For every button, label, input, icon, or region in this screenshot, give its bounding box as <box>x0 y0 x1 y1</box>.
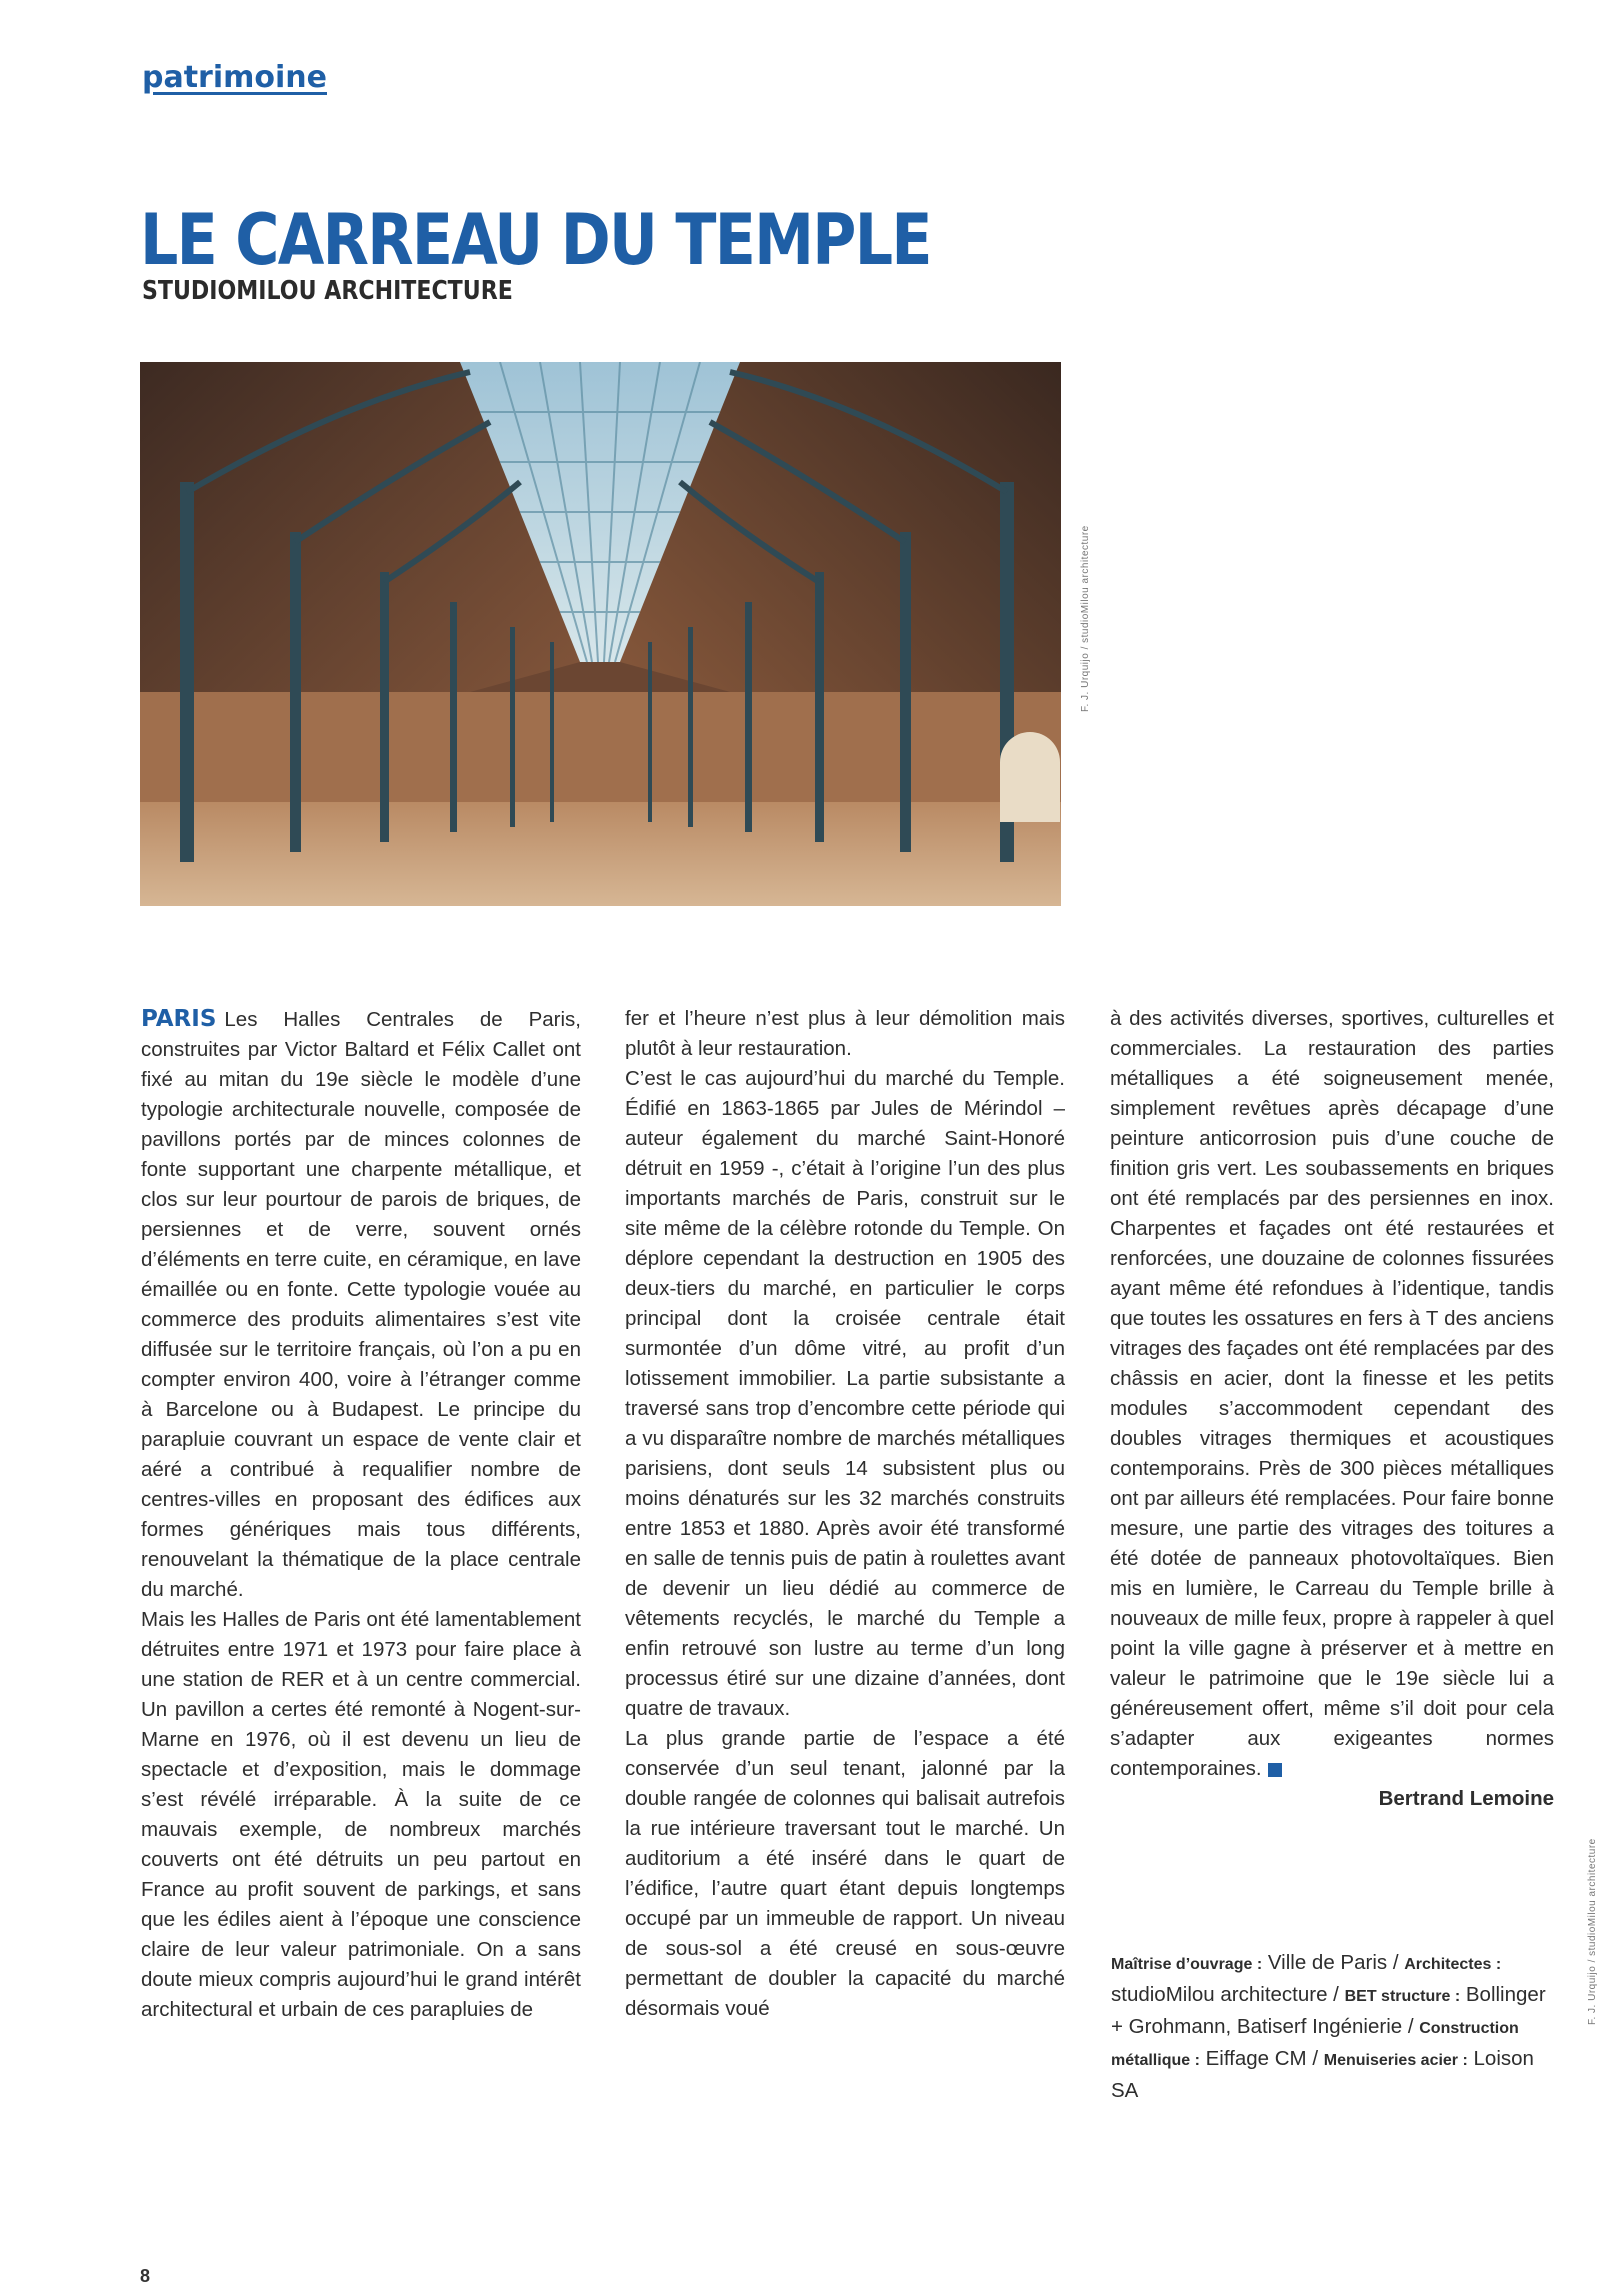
article-column-1 <box>141 1004 581 2025</box>
photo-credit: F. J. Urquijo / studioMilou architecture <box>1080 525 1091 712</box>
credit-value: Bollinger + Grohmann, Batiserf Ingénierie / <box>1111 1983 1546 2038</box>
hero-photo <box>140 362 1061 906</box>
end-mark-icon <box>1268 1763 1282 1777</box>
article-lead: PARIS <box>141 1006 217 1032</box>
credit-label: BET structure : <box>1344 1988 1461 2005</box>
paragraph: à des activités diverses, sportives, culturelles et commerciales. La restauration des parties métalliques a été soigneusement menée, simplement revêtues après décapage d’une peinture anticorrosion puis d’une couche de finition gris vert. Les soubassements en briques ont été remplacés par des persiennes en inox. Charpentes et façades ont été restaurées et renforcées, une douzaine de colonnes fissurées ayant même été refondues à l’identique, tandis que toutes les ossatures en fers à T des anciens vitrages des façades ont été remplacées par des châssis en acier, dont la finesse et les petits modules s’accommodent cependant des doubles vitrages thermiques et acoustiques contemporains. Près de 300 pièces métalliques ont par ailleurs été remplacées. Pour faire bonne mesure, une partie des vitrages des toitures a été dotée de panneaux photovoltaïques. Bien mis en lumière, le Carreau du Temple brille à nouveaux de mille feux, propre à rappeler à quel point la ville gagne à préserver et à mettre en valeur le patrimoine que le 19e siècle lui a généreusement offert, même s’il doit pour cela s’adapter aux exigeantes normes contemporaines. <box>1110 1007 1554 1780</box>
credit-label: Maîtrise d’ouvrage : <box>1111 1956 1263 1973</box>
project-credits <box>1111 1948 1555 2106</box>
article-subtitle: STUDIOMILOU ARCHITECTURE <box>142 276 513 306</box>
paragraph: La plus grande partie de l’espace a été conservée d’un seul tenant, jalonné par la double rangée de colonnes qui balisait autrefois la rue intérieure traversant tout le marché. Un auditorium a été inséré dans le quart de l’édifice, l’autre quart étant depuis longtemps occupé par un immeuble de rapport. Un niveau de sous-sol a été creusé en sous-œuvre permettant de doubler la capacité du marché désormais voué <box>625 1727 1065 2020</box>
article-column-3 <box>1110 1004 1554 1814</box>
article-title: LE CARREAU DU TEMPLE <box>140 199 931 281</box>
credit-value: Eiffage CM / <box>1205 2047 1319 2070</box>
paragraph: Les Halles Centrales de Paris, construites par Victor Baltard et Félix Callet ont fixé au mitan du 19e siècle le modèle d’une typologie architecturale nouvelle, composée de pavillons portés par de minces colonnes de fonte supportant une charpente métallique, et clos sur leur pourtour de parois de briques, de persiennes et de verre, souvent ornés d’éléments en terre cuite, en céramique, en lave émaillée ou en fonte. Cette typologie vouée au commerce des produits alimentaires s’est vite diffusée sur le territoire français, où l’on a pu en compter environ 400, voire à l’étranger comme à Barcelone ou à Budapest. Le principe du parapluie couvrant un espace de vente clair et aéré a contribué à requalifier nombre de centres-villes en proposant des édifices aux formes génériques mais tous différents, renouvelant la thématique de la place centrale du marché. <box>141 1008 581 1601</box>
paragraph: fer et l’heure n’est plus à leur démolition mais plutôt à leur restauration. <box>625 1007 1065 1060</box>
credit-value: studioMilou architecture / <box>1111 1983 1339 2006</box>
author-name: Bertrand Lemoine <box>1378 1787 1554 1810</box>
credit-label: Architectes : <box>1404 1956 1502 1973</box>
credit-label: Construction métallique : <box>1111 2020 1519 2069</box>
page-number: 8 <box>140 2266 151 2286</box>
side-credit: F. J. Urquijo / studioMilou architecture <box>1587 1838 1598 2025</box>
credit-value: Ville de Paris / <box>1267 1951 1399 1974</box>
article-column-2 <box>625 1004 1065 2024</box>
credit-label: Menuiseries acier : <box>1323 2052 1468 2069</box>
credit-value: Loison SA <box>1111 2047 1534 2102</box>
paragraph: C’est le cas aujourd’hui du marché du Temple. Édifié en 1863-1865 par Jules de Mérindol – auteur également du marché Saint-Honoré détruit en 1959 -, c’était à l’origine l’un des plus importants marchés de Paris, construit sur le site même de la célèbre rotonde du Temple. On déplore cependant la destruction en 1905 des deux-tiers du marché, en particulier le corps principal dont la croisée centrale était surmontée d’un dôme vitré, au profit d’un lotissement immobilier. La partie subsistante a traversé sans trop d’encombre cette période qui a vu disparaître nombre de marchés métalliques parisiens, dont seuls 14 subsistent plus ou moins dénaturés sur les 32 marchés construits entre 1853 et 1880. Après avoir été transformé en salle de tennis puis de patin à roulettes avant de devenir un lieu dédié au commerce de vêtements recyclés, le marché du Temple a enfin retrouvé son lustre au terme d’un long processus étiré sur une dizaine d’années, dont quatre de travaux. <box>625 1067 1065 1720</box>
paragraph: Mais les Halles de Paris ont été lamentablement détruites entre 1971 et 1973 pour faire place à une station de RER et à un centre commercial. Un pavillon a certes été remonté à Nogent-sur-Marne en 1976, où il est devenu un lieu de spectacle et d’exposition, mais le dommage s’est révélé irréparable. À la suite de ce mauvais exemple, de nombreux marchés couverts ont été détruits un peu partout en France au profit souvent de parkings, et sans que les édiles aient à l’époque une conscience claire de leur valeur patrimoniale. On a sans doute mieux compris aujourd’hui le grand intérêt architectural et urbain de ces parapluies de <box>141 1608 581 2021</box>
section-label: patrimoine <box>142 60 327 95</box>
